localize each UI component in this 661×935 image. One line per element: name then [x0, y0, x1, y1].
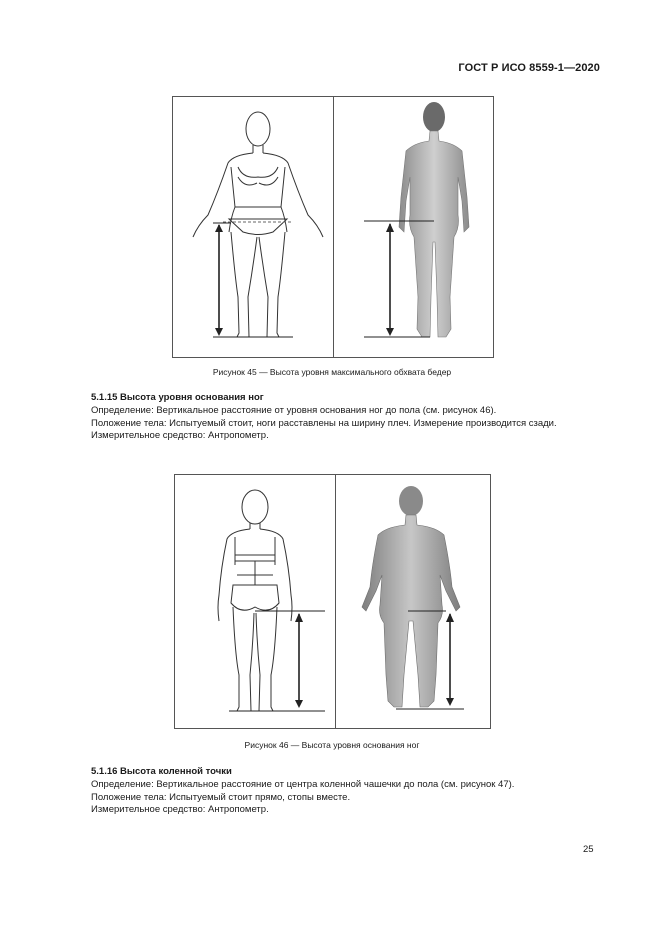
- section-5-1-15-position: Положение тела: Испытуемый стоит, ноги расставлены на ширину плеч. Измерение производится сзади.: [91, 417, 557, 429]
- section-5-1-16-instrument: Измерительное средство: Антропометр.: [91, 804, 269, 815]
- section-5-1-16-position: Положение тела: Испытуемый стоит прямо, стопы вместе.: [91, 791, 351, 803]
- section-5-1-16-definition: Определение: Вертикальное расстояние от центра коленной чашечки до пола (см. рисунок 47).: [91, 779, 515, 790]
- figure-46-scan-image: [336, 475, 490, 728]
- figure-46-caption: Рисунок 46 — Высота уровня основания ног: [244, 740, 420, 750]
- figure-46: [174, 474, 491, 729]
- section-5-1-15-body: [63, 405, 603, 443]
- document-header: ГОСТ Р ИСО 8559-1—2020: [458, 62, 600, 74]
- figure-45-line-drawing: [173, 97, 333, 357]
- section-5-1-15-instrument: Измерительное средство: Антропометр.: [91, 430, 269, 441]
- section-5-1-15-title: 5.1.15 Высота уровня основания ног: [91, 392, 264, 403]
- figure-46-line-drawing: [175, 475, 335, 728]
- section-5-1-15-definition: Определение: Вертикальное расстояние от уровня основания ног до пола (см. рисунок 46).: [91, 405, 497, 416]
- page-number: 25: [583, 844, 594, 855]
- figure-45: [172, 96, 494, 358]
- section-5-1-16-title: 5.1.16 Высота коленной точки: [91, 766, 232, 777]
- section-5-1-16-body: [63, 779, 603, 817]
- figure-45-caption: Рисунок 45 — Высота уровня максимального обхвата бедер: [212, 367, 452, 377]
- figure-45-scan-image: [334, 97, 493, 357]
